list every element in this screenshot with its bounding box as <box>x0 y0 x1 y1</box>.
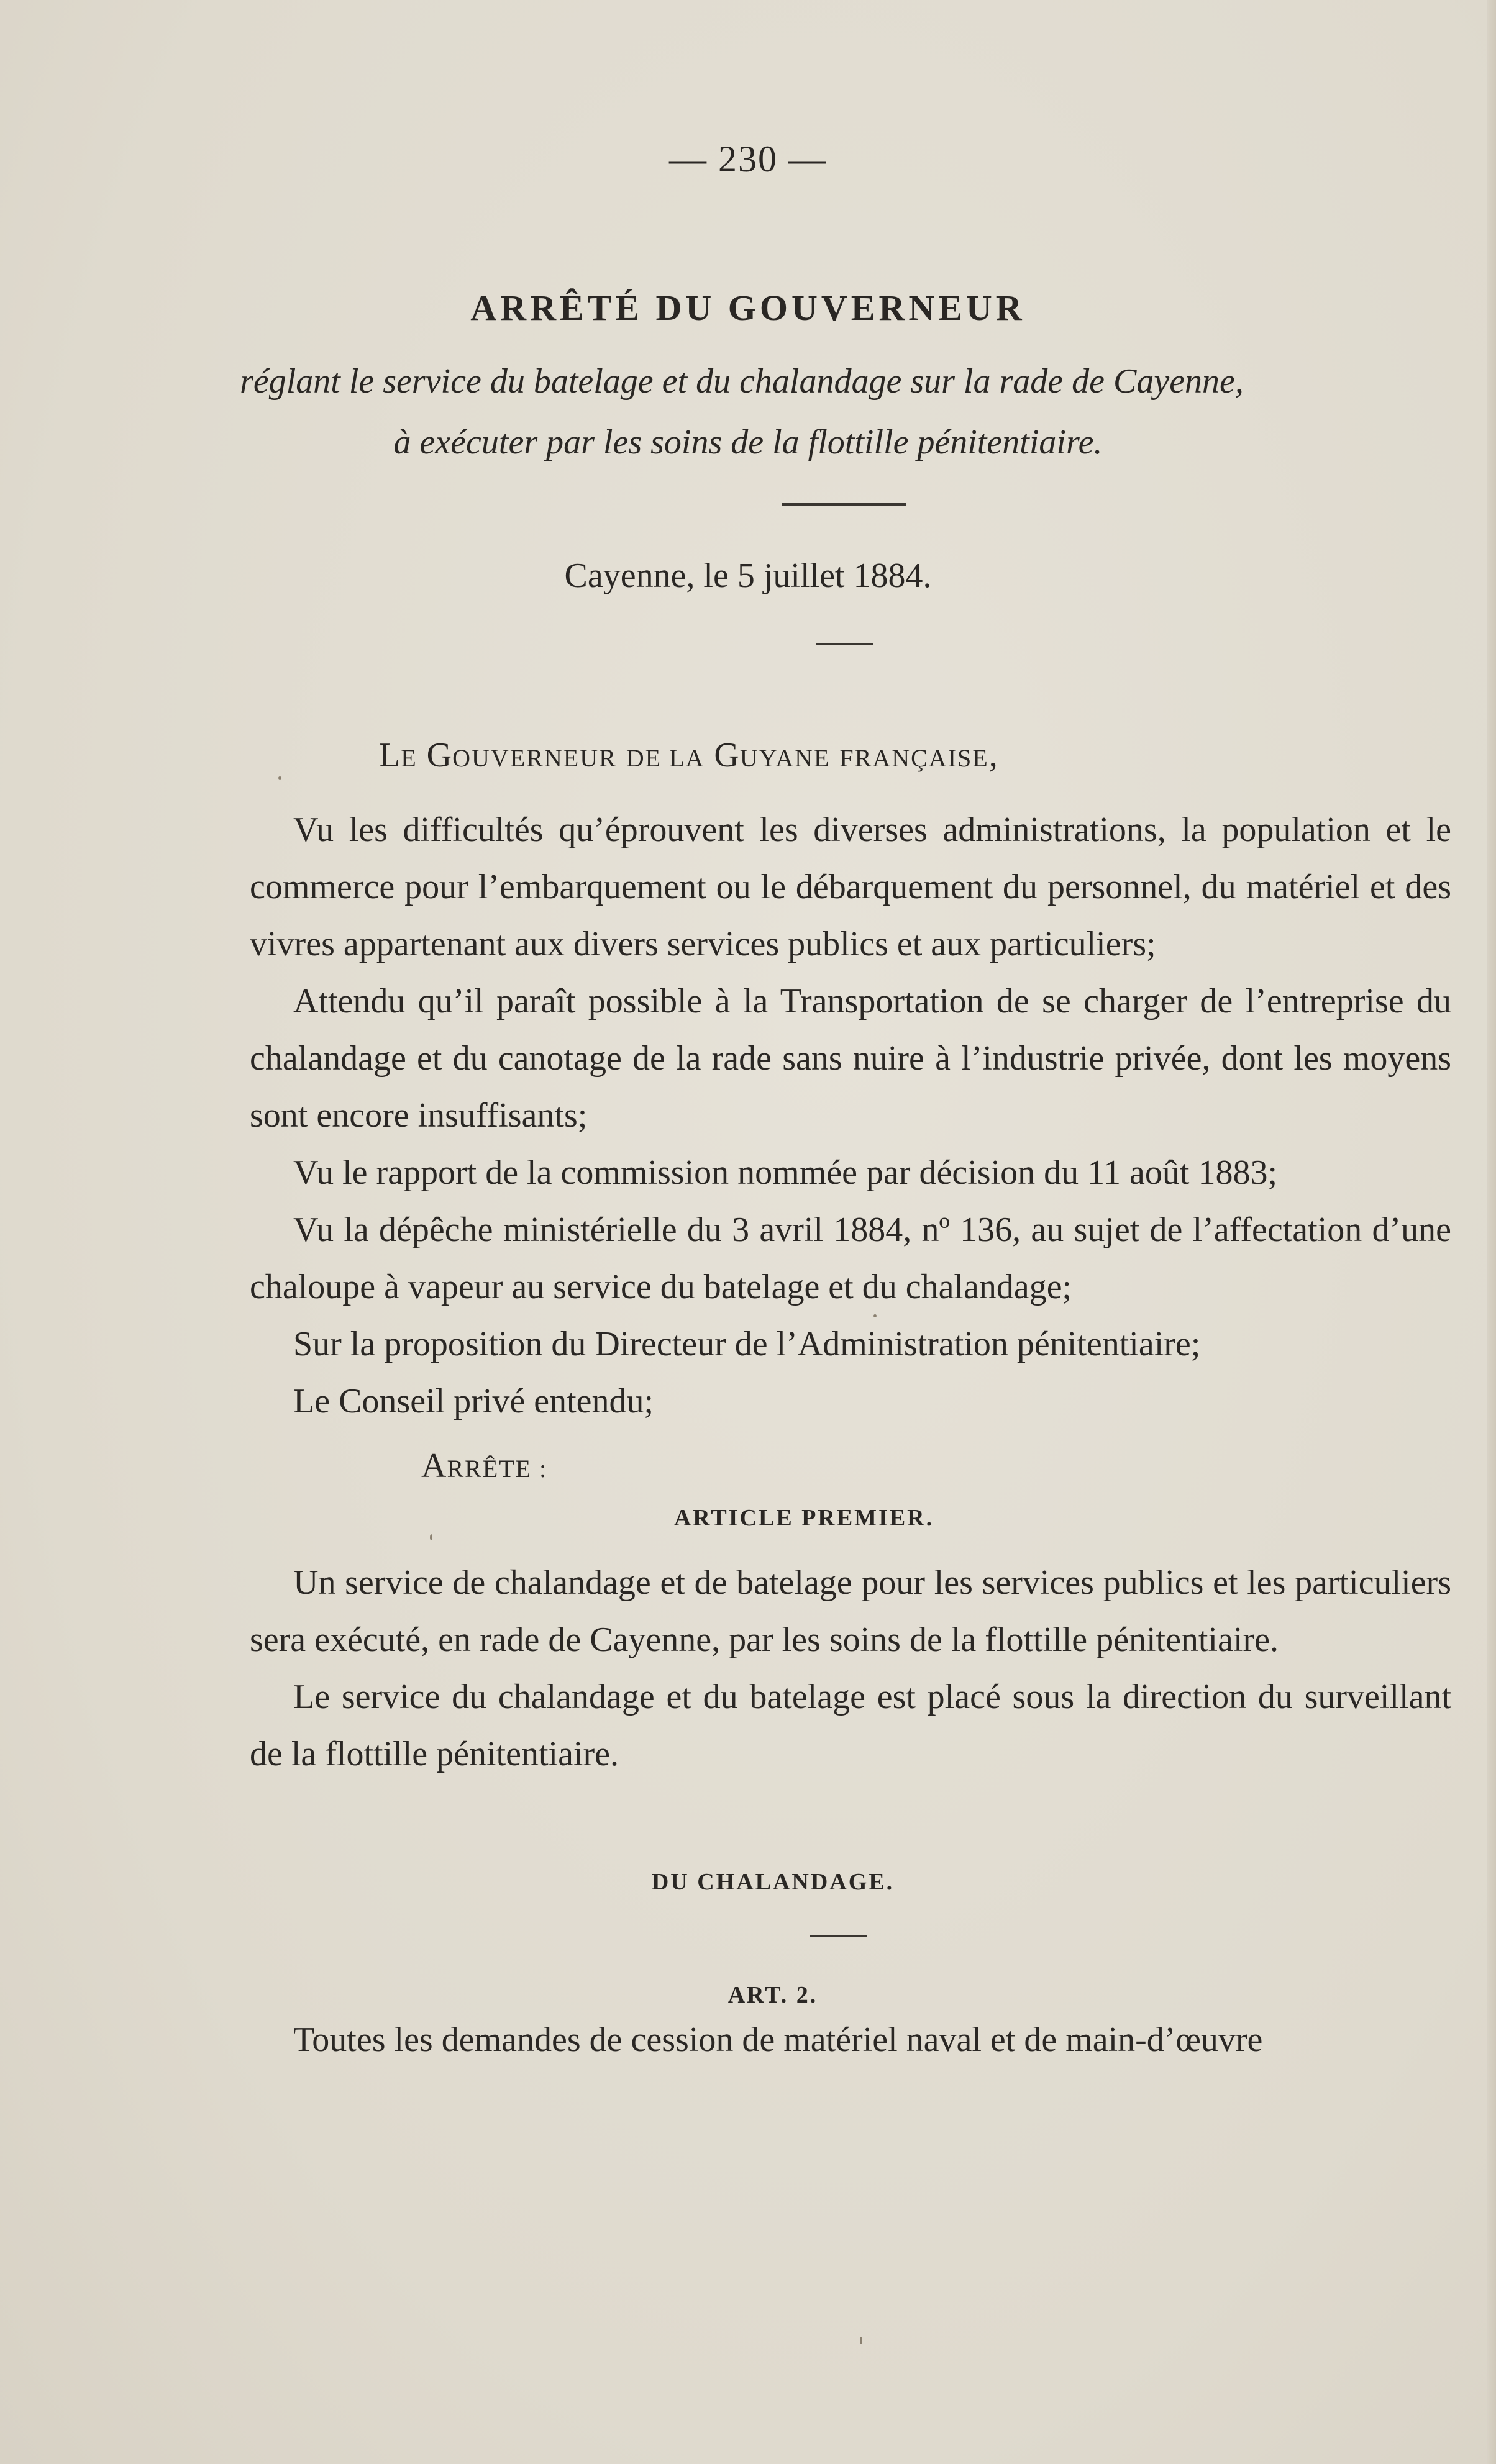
page-number: — 230 — <box>669 139 827 180</box>
article-paragraph: Le service du chalandage et du batelage est placé sous la direction du surveillant de la flottille pénitentiaire. <box>250 1678 1451 1773</box>
considerant-paragraph: Sur la proposition du Directeur de l’Administration pénitentiaire; <box>293 1325 1201 1363</box>
greeting-heading <box>379 735 998 775</box>
article-premier-heading: ARTICLE PREMIER. <box>673 1505 934 1531</box>
document-subtitle-line-2: à exécuter par les soins de la flottille pénitentiaire. <box>393 423 1103 461</box>
greeting-gouverneur-rest: OUVERNEUR <box>452 744 617 772</box>
considerant-paragraph: Vu la dépêche ministérielle du 3 avril 1884, nº 136, au sujet de l’affectation d’une chaloupe à vapeur au service du batelage et du chalandage; <box>250 1211 1451 1306</box>
considerant-paragraph: Attendu qu’il paraît possible à la Transportation de se charger de l’entreprise du chalandage et du canotage de la rade sans nuire à l’industrie privée, dont les moyens sont encore insuffisants; <box>250 982 1451 1135</box>
paper-speck <box>860 2337 862 2344</box>
considerant-paragraph: Vu le rapport de la commission nommée par décision du 11 août 1883; <box>293 1153 1277 1192</box>
greeting-francaise: FRANÇAISE <box>839 744 989 772</box>
dateline: Cayenne, le 5 juillet 1884. <box>564 557 932 595</box>
paper-speck <box>873 1314 877 1317</box>
greeting-guyane-initial: G <box>714 736 740 775</box>
article-paragraph: Un service de chalandage et de batelage pour les services publics et les particuliers sera exécuté, en rade de Cayenne, par les soins de la flottille pénitentiaire. <box>250 1563 1451 1659</box>
decision-colon: : <box>532 1455 548 1483</box>
greeting-le-rest: E <box>401 744 417 772</box>
considerant-paragraph: Le Conseil privé entendu; <box>293 1382 654 1421</box>
section-heading: DU CHALANDAGE. <box>651 1869 895 1895</box>
section-separator-rule <box>810 1935 867 1937</box>
greeting-de-la: DE LA <box>626 744 705 772</box>
considerant-paragraph: Vu les difficultés qu’éprouvent les diverses administrations, la population et le commerce pour l’embarquement ou le débarquement du personnel, du matériel et des vivres appartenant aux divers services publics et aux particuliers; <box>250 811 1451 963</box>
dateline-separator-rule <box>816 643 873 645</box>
decision-initial: A <box>421 1447 447 1485</box>
greeting-comma: , <box>988 736 998 775</box>
greeting-gouverneur-initial: G <box>426 736 453 775</box>
paper-speck <box>430 1534 432 1540</box>
greeting-le-initial: L <box>379 736 401 775</box>
article-2-heading: ART. 2. <box>727 1982 818 2008</box>
article-premier-block <box>250 1554 1451 1783</box>
title-separator-rule <box>782 503 906 506</box>
document-title: ARRÊTÉ DU GOUVERNEUR <box>470 288 1026 328</box>
greeting-guyane-rest: UYANE <box>739 744 831 772</box>
considerants-block <box>250 801 1451 1430</box>
article-2-block <box>250 2011 1451 2068</box>
article-paragraph: Toutes les demandes de cession de matériel naval et de main-d’œuvre <box>293 2021 1263 2059</box>
decision-heading <box>421 1446 547 1486</box>
decision-rest: RRÊTE <box>447 1455 532 1483</box>
document-subtitle-line-1: réglant le service du batelage et du chalandage sur la rade de Cayenne, <box>240 362 1244 401</box>
paper-speck <box>278 776 281 780</box>
